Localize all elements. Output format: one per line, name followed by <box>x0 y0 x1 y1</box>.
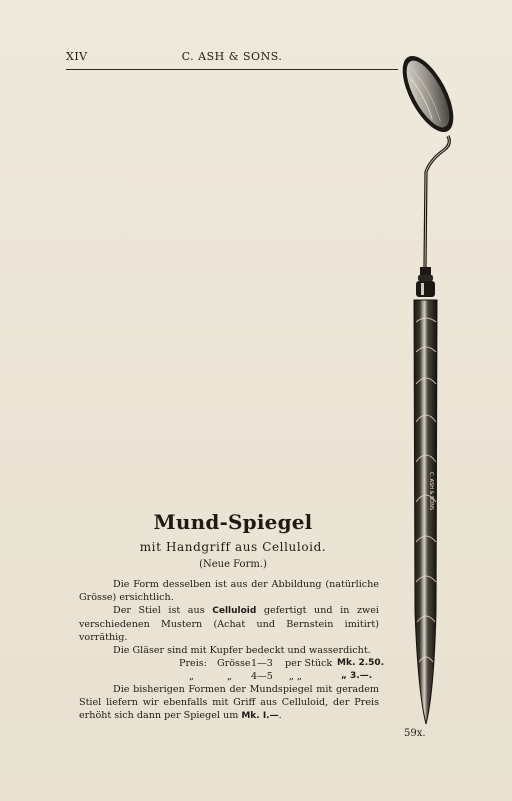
mouth-mirror-illustration <box>396 52 462 732</box>
product-title: Mund-Spiegel <box>153 510 313 534</box>
price-ditto: „ <box>189 671 194 682</box>
price-size: 1—3 <box>251 658 273 669</box>
price-per: „ „ <box>289 671 302 682</box>
paragraph-handle-text-b: gefertigt und in zwei verschiedenen Mustern (Achat und Bernstein imitirt) vorräthig. <box>79 605 379 643</box>
paragraph-end: . <box>278 710 282 721</box>
price-label: Preis: <box>179 658 207 669</box>
paragraph-form: Die Form desselben ist aus der Abbildung (natürliche Grösse) ersichtlich. <box>79 579 379 603</box>
product-description <box>79 578 385 723</box>
surcharge-price: Mk. I.— <box>241 711 279 721</box>
mirror-head <box>396 52 462 140</box>
price-size: 4—5 <box>251 671 273 682</box>
celluloid-term: Celluloid <box>212 606 257 616</box>
page-header <box>66 50 398 68</box>
product-subtitle: mit Handgriff aus Celluloid. <box>139 540 327 554</box>
price-size-label: Grösse <box>217 658 251 669</box>
product-note: (Neue Form.) <box>199 559 267 570</box>
handle-engraving: C. ASH & SONS <box>428 472 434 511</box>
price-value: Mk. 2.50. <box>337 658 385 668</box>
page-number: XIV <box>66 50 88 63</box>
price-per: per Stück <box>285 658 333 669</box>
paragraph-handle-text-a: Der Stiel ist aus <box>113 605 213 616</box>
price-row-2 <box>79 670 379 683</box>
price-value: „ 3.—. <box>341 671 373 681</box>
paragraph-previous-forms <box>79 683 379 723</box>
paragraph-handle <box>79 604 379 644</box>
paragraph-glass: Die Gläser sind mit Kupfer bedeckt und wasserdicht. <box>113 645 371 656</box>
price-size-label: „ <box>227 671 232 682</box>
plate-number: 59x. <box>404 728 426 739</box>
header-rule <box>66 69 398 70</box>
price-row-1 <box>79 657 385 670</box>
firm-name: C. ASH & SONS. <box>181 50 283 63</box>
paragraph-previous-forms-text: Die bisherigen Formen der Mundspiegel mit geradem Stiel liefern wir ebenfalls mit Griff aus Celluloid, der Preis erhöht sich dann per Spiegel um <box>79 684 379 721</box>
